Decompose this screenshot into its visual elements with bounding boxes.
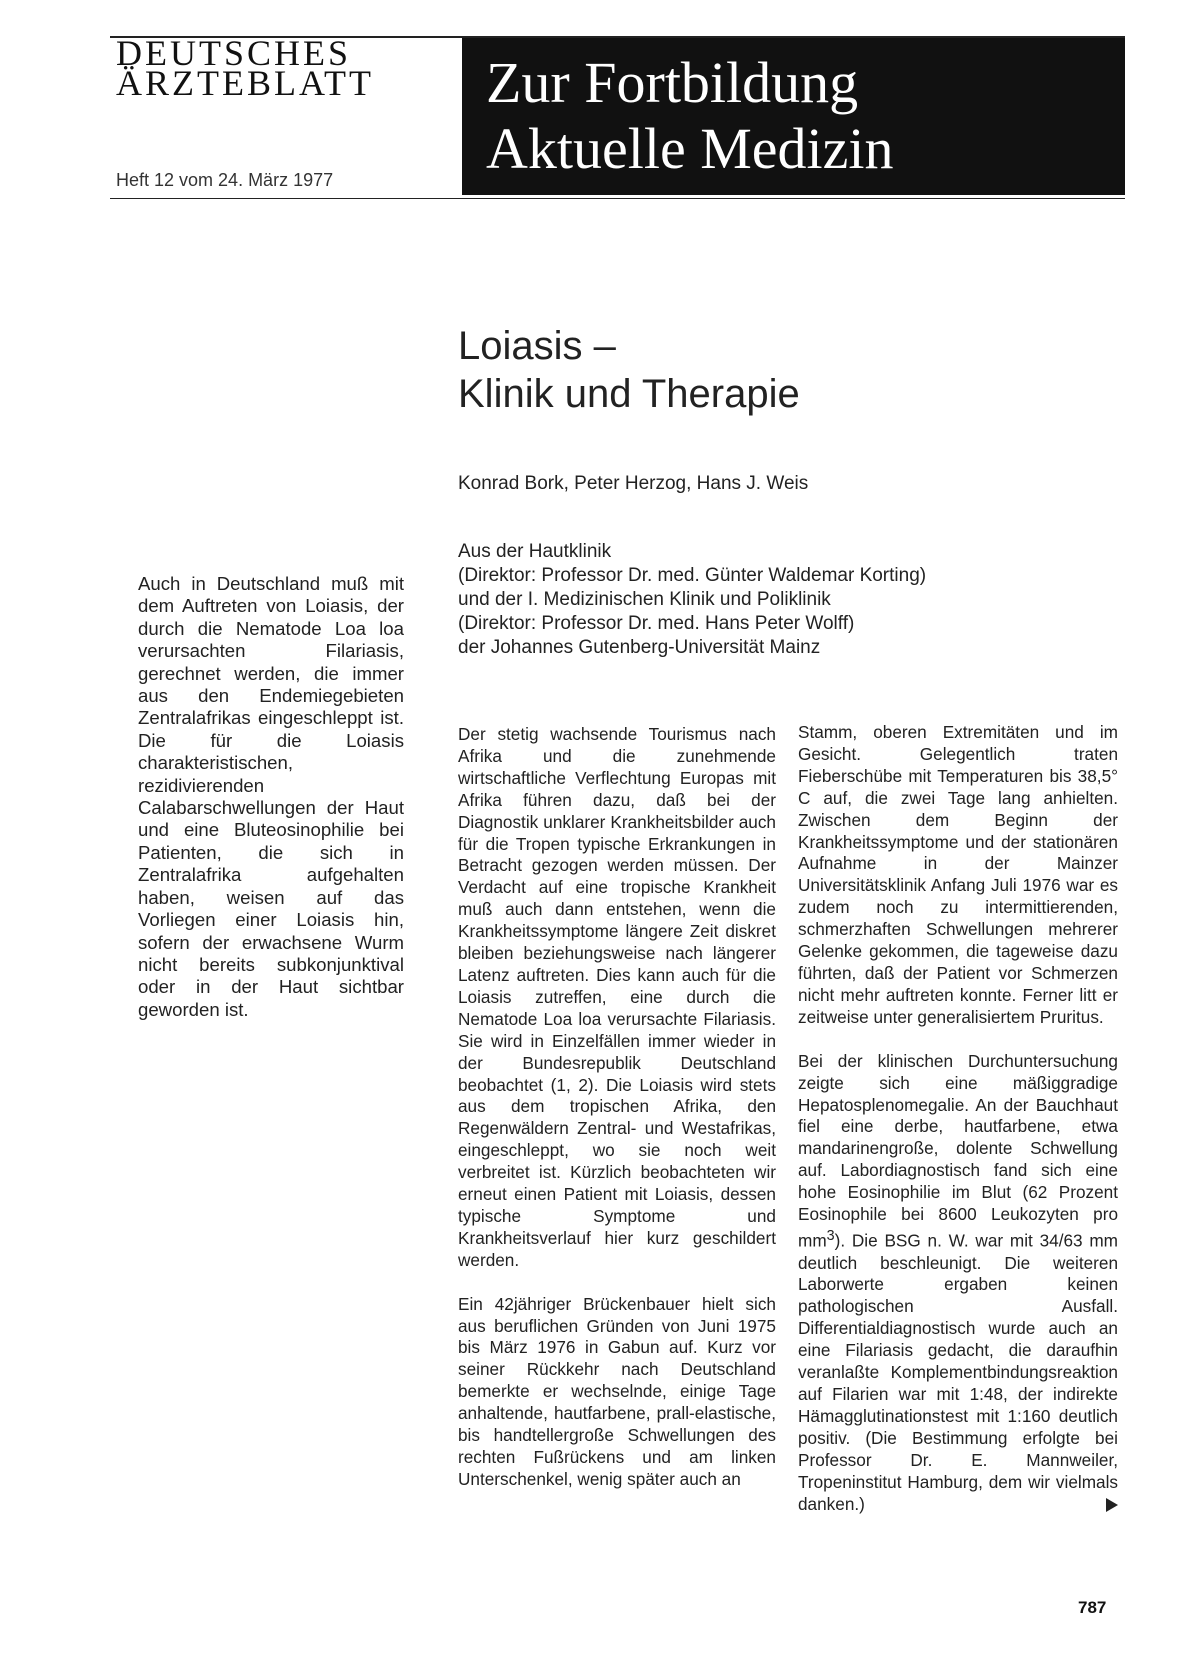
affiliation-line: Aus der Hautklinik (458, 541, 612, 562)
body-column-left (458, 724, 776, 1491)
affiliation-line: und der I. Medizinischen Klinik und Poliklinik (458, 589, 831, 610)
journal-title-line2: ÄRZTEBLATT (116, 63, 374, 103)
superscript: 3 (826, 1227, 835, 1244)
journal-title (116, 33, 374, 103)
body-paragraph (798, 1051, 1118, 1516)
body-column-right (798, 722, 1118, 1515)
section-banner-line1: Zur Fortbildung (486, 50, 859, 115)
body-paragraph: Ein 42jähriger Brückenbauer hielt sich aus beruflichen Gründen von Juni 1975 bis März 1976 in Gabun auf. Kurz vor seiner Rückkehr nach Deutschland bemerkte er wechselnde, einige Tage anhaltende, hautfarbene, prall-elastische, bis handtellergroße Schwellungen des rechten Fußrückens und am linken Unterschenkel, wenig später auch an (458, 1293, 776, 1489)
affiliation-line: (Direktor: Professor Dr. med. Hans Peter Wolff) (458, 613, 855, 634)
body-paragraph: Stamm, oberen Extremitäten und im Gesicht. Gelegentlich traten Fieberschübe mit Temperaturen bis 38,5° C auf, die zwei Tage lang anhielten. Zwischen dem Beginn der Krankheitssymptome und der stationären Aufnahme in der Mainzer Universitätsklinik Anfang Juli 1976 war es zudem noch zu intermittierenden, schmerzhaften Schwellungen mehrerer Gelenke gekommen, die tageweise dazu führten, daß der Patient vor Schmerzen nicht mehr auftreten konnte. Ferner litt er zeitweise unter generalisiertem Pruritus. (798, 722, 1118, 1027)
section-banner (462, 38, 1125, 195)
continue-arrow-icon (1106, 1498, 1118, 1512)
article-title-line2: Klinik und Therapie (458, 372, 800, 416)
masthead-bottom-rule (110, 198, 1125, 199)
journal-title-line1: DEUTSCHES (116, 33, 352, 73)
author-list: Konrad Bork, Peter Herzog, Hans J. Weis (458, 473, 809, 494)
affiliation-line: der Johannes Gutenberg-Universität Mainz (458, 637, 821, 658)
article-title-line1: Loiasis – (458, 324, 616, 368)
article-title (458, 322, 800, 418)
body-text: Bei der klinischen Durchuntersuchung zeigte sich eine mäßiggradige Hepatosplenomegalie. An der Bauchhaut fiel eine derbe, hautfarbene, etwa mandarinengroße, dolente Schwellung auf. Labordiagnostisch fand sich eine hohe Eosinophilie im Blut (62 Prozent Eosinophile bei 8600 Leukozyten pro mm (798, 1050, 1118, 1251)
affiliation (458, 540, 926, 660)
page-number: 787 (1078, 1598, 1107, 1617)
section-banner-line2: Aktuelle Medizin (486, 116, 894, 181)
affiliation-line: (Direktor: Professor Dr. med. Günter Waldemar Korting) (458, 565, 927, 586)
abstract: Auch in Deutschland muß mit dem Auftreten von Loiasis, der durch die Nematode Loa loa verursachten Filariasis, gerechnet werden, die immer aus den Endemiegebieten Zentralafrikas eingeschleppt ist. Die für die Loiasis charakteristischen, rezidivierenden Calabarschwellungen der Haut und eine Bluteosinophilie bei Patienten, die sich in Zentralafrika aufgehalten haben, weisen auf das Vorliegen einer Loiasis hin, sofern der erwachsene Wurm nicht bereits subkonjunktival oder in der Haut sichtbar geworden ist. (138, 573, 404, 1020)
body-paragraph: Der stetig wachsende Tourismus nach Afrika und die zunehmende wirtschaftliche Verflechtung Europas mit Afrika führen dazu, daß bei der Diagnostik unklarer Krankheitsbilder auch für die Tropen typische Erkrankungen in Betracht gezogen werden müssen. Der Verdacht auf eine tropische Krankheit muß auch dann entstehen, wenn die Krankheitssymptome längere Zeit diskret bleiben beziehungsweise nach längerer Latenz auftreten. Dies kann auch für die Loiasis zutreffen, eine durch die Nematode Loa loa verursachte Filariasis. Sie wird in Einzelfällen immer wieder in der Bundesrepublik Deutschland beobachtet (1, 2). Die Loiasis wird stets aus dem tropischen Afrika, den Regenwäldern Zentral- und Westafrikas, eingeschleppt, wo sie noch weit verbreitet ist. Kürzlich beobachteten wir erneut einen Patient mit Loiasis, dessen typische Symptome und Krankheitsverlauf hier kurz geschildert werden. (458, 724, 776, 1270)
issue-info: Heft 12 vom 24. März 1977 (116, 170, 334, 190)
body-text: ). Die BSG n. W. war mit 34/63 mm deutlich beschleunigt. Die weiteren Laborwerte ergaben keinen pathologischen Ausfall. Differentialdiagnostisch wurde auch an eine Filariasis gedacht, die daraufhin veranlaßte Komplementbindungsreaktion auf Filarien war mit 1:48, der indirekte Hämagglutinationstest mit 1:160 deutlich positiv. (Die Bestimmung erfolgte bei Professor Dr. E. Mannweiler, Tropeninstitut Hamburg, dem wir vielmals danken.) (798, 1230, 1118, 1514)
